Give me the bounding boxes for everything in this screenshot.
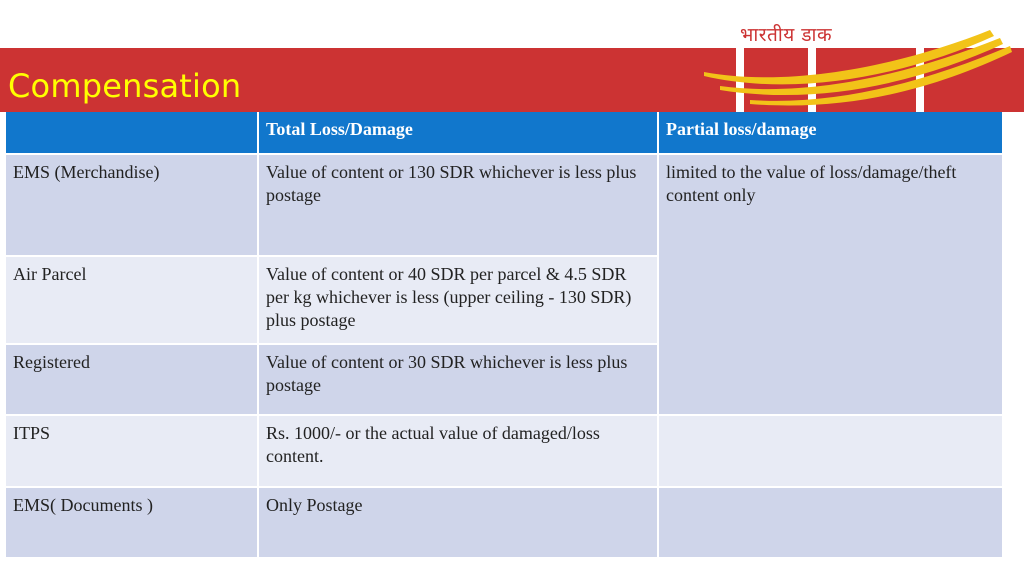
partial-loss-cell — [658, 415, 1003, 487]
total-loss-cell: Only Postage — [258, 487, 658, 558]
total-loss-cell: Value of content or 40 SDR per parcel & 4.5 SDR per kg whichever is less (upper ceiling - 130 SDR) plus postage — [258, 256, 658, 344]
header-service — [5, 112, 258, 154]
header-partial-loss: Partial loss/damage — [658, 112, 1003, 154]
service-cell: ITPS — [5, 415, 258, 487]
total-loss-cell: Value of content or 130 SDR whichever is less plus postage — [258, 154, 658, 256]
table-header-row — [5, 112, 1003, 154]
compensation-table — [4, 112, 1004, 559]
logo-wordmark: भारतीय डाक — [740, 24, 833, 46]
total-loss-cell: Value of content or 30 SDR whichever is less plus postage — [258, 344, 658, 415]
service-cell: Air Parcel — [5, 256, 258, 344]
table-row — [5, 415, 1003, 487]
table-row — [5, 154, 1003, 256]
service-cell: EMS( Documents ) — [5, 487, 258, 558]
slide-title: Compensation — [8, 67, 242, 105]
service-cell: Registered — [5, 344, 258, 415]
table-row — [5, 487, 1003, 558]
partial-loss-cell — [658, 487, 1003, 558]
header-total-loss: Total Loss/Damage — [258, 112, 658, 154]
total-loss-cell: Rs. 1000/- or the actual value of damaged/loss content. — [258, 415, 658, 487]
partial-loss-cell: limited to the value of loss/damage/theft content only — [658, 154, 1003, 415]
service-cell: EMS (Merchandise) — [5, 154, 258, 256]
